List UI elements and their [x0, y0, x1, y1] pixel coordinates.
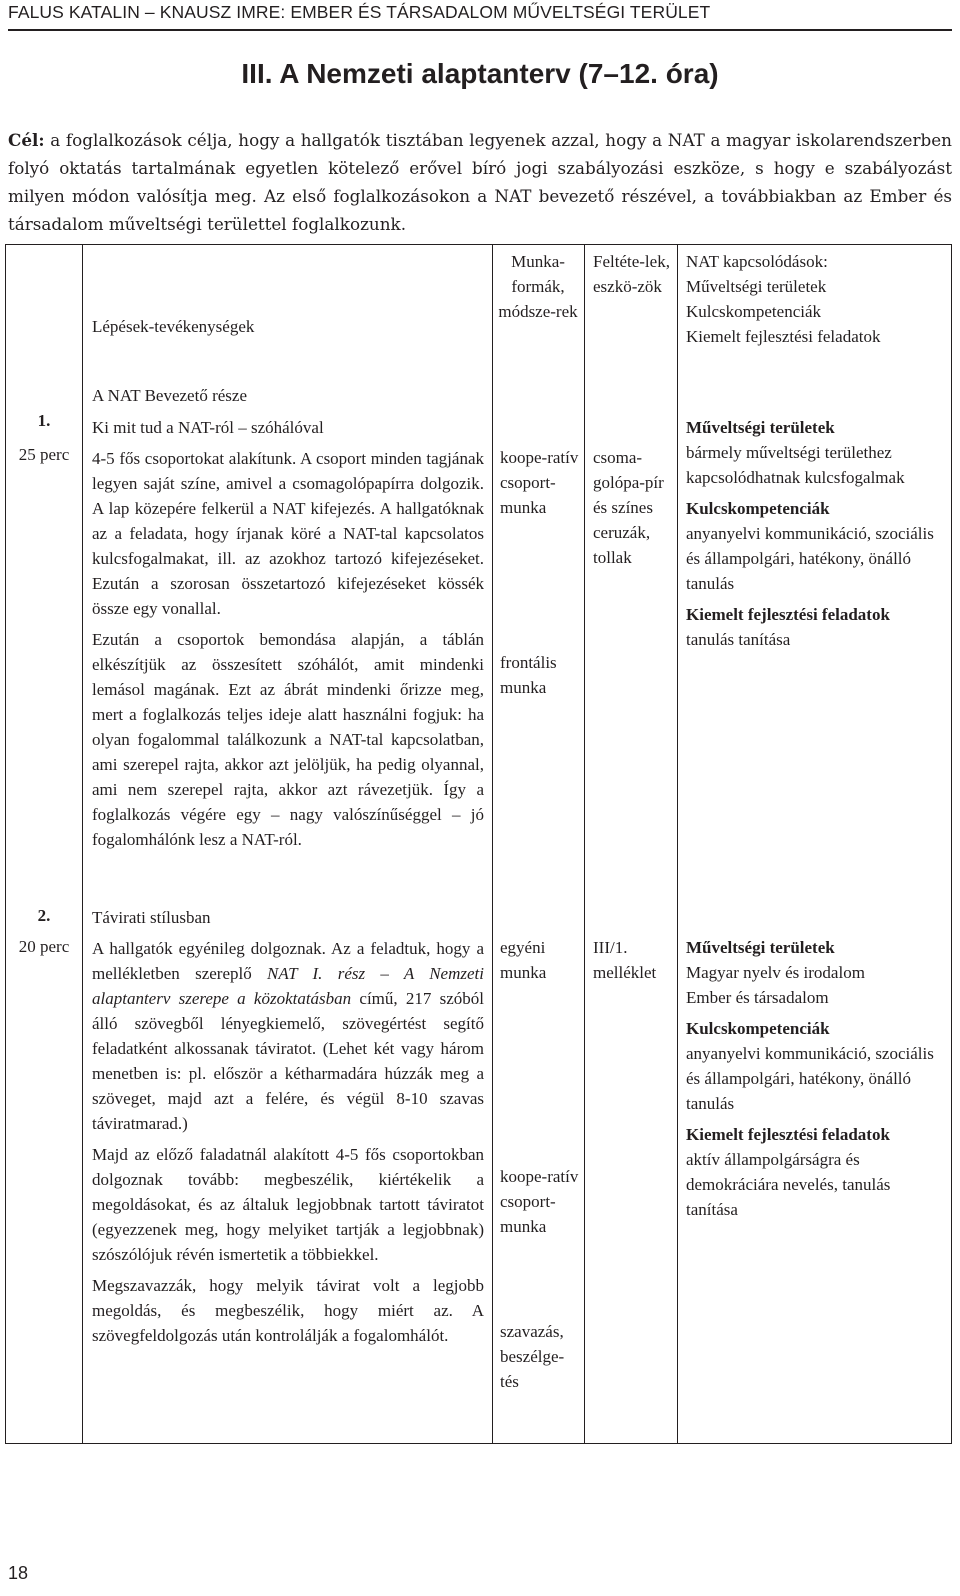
header-nat	[686, 249, 948, 349]
header-forms: Munka-formák, módsze-rek	[498, 252, 578, 321]
lesson-table	[5, 244, 952, 1444]
row1-nat-tasks: tanulás tanítása	[686, 630, 791, 649]
row1-subtitle: Ki mit tud a NAT-ról – szóhálóval	[92, 418, 324, 437]
row2-nat-area1: Magyar nyelv és irodalom	[686, 963, 865, 982]
row1-nat-heading-areas: Műveltségi területek	[686, 418, 835, 437]
row1-form2: frontális munka	[500, 653, 557, 697]
row2-nat-tasks: aktív állampolgárságra és demokráciára nevelés, tanulás tanítása	[686, 1150, 891, 1219]
row2-p1-a: A hallgatók egyénileg dolgoznak. Az a feladtuk, hogy a mellékletben szereplő	[92, 939, 484, 983]
row1-paragraph1: 4-5 fős csoportokat alakítunk. A csoport minden tagjának legyen saját színe, amivel a csomagolópapírra dolgozik. A lap közepére felkerül a NAT kifejezés. A hallgatóknak az a feladata, hogy írjanak köré a NAT-tal kapcsolatos kulcsfogalmakat, ill. az azokhoz tartozó kifejezéseket. Ezután a szorosan összetartozó kifejezéseket kössék össze egy vonallal.	[92, 449, 484, 618]
row2-subtitle: Távirati stílusban	[92, 908, 211, 927]
header-nat-competences: Kulcskompetenciák	[686, 302, 822, 321]
page-title: III. A Nemzeti alaptanterv (7–12. óra)	[241, 58, 719, 89]
row1-conditions: csoma-golópa-pír és színes ceruzák, tollak	[593, 448, 664, 567]
column-divider	[492, 245, 493, 1443]
row1-nat-heading-tasks: Kiemelt fejlesztési feladatok	[686, 605, 890, 624]
row1-nat	[686, 415, 944, 652]
row2-nat-heading-areas: Műveltségi területek	[686, 938, 835, 957]
header-steps: Lépések-tevékenységek	[92, 317, 255, 336]
row2-p1-b: című, 217 szóból álló szövegből lényegkiemelő, szövegértést segítő feladatként alkossanak táviratot. (Lehet két vagy három menetben is: pl. először a kétharmadára húzzák meg a szöveget, majd azt a felére, és végül 8-10 szavas táviratmarad.)	[92, 989, 484, 1133]
header-conditions: Feltéte-lek, eszkö-zök	[593, 252, 670, 296]
column-divider	[584, 245, 585, 1443]
row2-form3: szavazás, beszélge-tés	[500, 1322, 565, 1391]
row2-nat-heading-tasks: Kiemelt fejlesztési feladatok	[686, 1125, 890, 1144]
row1-nat-competences: anyanyelvi kommunikáció, szociális és állampolgári, hatékony, önálló tanulás	[686, 524, 934, 593]
header-nat-tasks: Kiemelt fejlesztési feladatok	[686, 327, 881, 346]
row1-form1: koope-ratív csoport-munka	[500, 448, 579, 517]
row2-p1-title: NAT I. rész – A Nemzeti alaptanterv szerepe a közoktatásban	[92, 964, 484, 1008]
row2-nat-area2: Ember és társadalom	[686, 988, 829, 1007]
goal-label: Cél:	[8, 130, 45, 150]
row2-steps	[92, 905, 484, 1348]
section-title: A NAT Bevezető része	[92, 386, 247, 405]
row1-time: 25 perc	[18, 445, 70, 464]
row2-nat-heading-competences: Kulcskompetenciák	[686, 1019, 830, 1038]
page-number: 18	[8, 1563, 29, 1583]
row2-paragraph3: Megszavazzák, hogy melyik távirat volt a legjobb megoldás, és megbeszélik, hogy miért az. A szövegfeldolgozás után kontrolálják a fogalomhálót.	[92, 1276, 484, 1345]
row2-paragraph2: Majd az előző faladatnál alakított 4-5 fős csoportokban dolgoznak tovább: megbeszélik, kiértékelik a megoldásokat, és az általuk legjobbnak tartott táviratot (egyezzenek meg, hogy melyiket tartják a legjobbnak) szószólójuk révén ismertetik a többiekkel.	[92, 1145, 484, 1264]
row2-number: 2.	[37, 906, 51, 925]
row2-conditions: III/1. melléklet	[593, 938, 657, 982]
header-nat-areas: Műveltségi területek	[686, 277, 827, 296]
row1-paragraph2: Ezután a csoportok bemondása alapján, a táblán elkészítjük az összesített szóhálót, amit mindenki lemásol magának. Ezt az ábrát mindenki őrizze meg, mert a foglalkozás teljes ideje alatt használni fogjuk: ha olyan fogalommal találkozunk a NAT-tal kapcsolatban, ami szerepel rajta, akkor azt jelöljük, ha pedig olyannal, ami nem szerepel rajta, akkor azt rávezetjük. Így a foglalkozás végére egy – nagy valószínűséggel – jó fogalomhálónk lesz a NAT-ról.	[92, 630, 484, 849]
goal-text: a foglalkozások célja, hogy a hallgatók tisztában legyenek azzal, hogy a NAT a magyar iskolarendszerben folyó oktatás tartalmának egyetlen kötelező erővel bíró jogi szabályozási eszköze, s hogy e szabályozást milyen módon valósítja meg. Az első foglalkozásokon a NAT bevezető részével, a továbbiakban az Ember és társadalom műveltségi területtel foglalkozunk.	[8, 130, 952, 234]
header-rule	[8, 29, 952, 31]
row1-number: 1.	[37, 411, 51, 430]
header-nat-title: NAT kapcsolódások:	[686, 252, 828, 271]
row2-time: 20 perc	[18, 937, 70, 956]
row1-nat-heading-competences: Kulcskompetenciák	[686, 499, 830, 518]
row1-steps	[92, 415, 484, 852]
goal-paragraph	[8, 126, 952, 238]
row2-form2: koope-ratív csoport-munka	[500, 1167, 579, 1236]
row2-form1: egyéni munka	[500, 938, 547, 982]
row2-paragraph1	[92, 936, 484, 1136]
column-divider	[677, 245, 678, 1443]
running-head: FALUS KATALIN – KNAUSZ IMRE: EMBER ÉS TÁRSADALOM MŰVELTSÉGI TERÜLET	[8, 2, 711, 22]
column-divider	[82, 245, 83, 1443]
row2-nat	[686, 935, 944, 1222]
row1-nat-areas: bármely műveltségi területhez kapcsolódhatnak kulcsfogalmak	[686, 443, 905, 487]
row2-nat-competences: anyanyelvi kommunikáció, szociális és állampolgári, hatékony, önálló tanulás	[686, 1044, 934, 1113]
